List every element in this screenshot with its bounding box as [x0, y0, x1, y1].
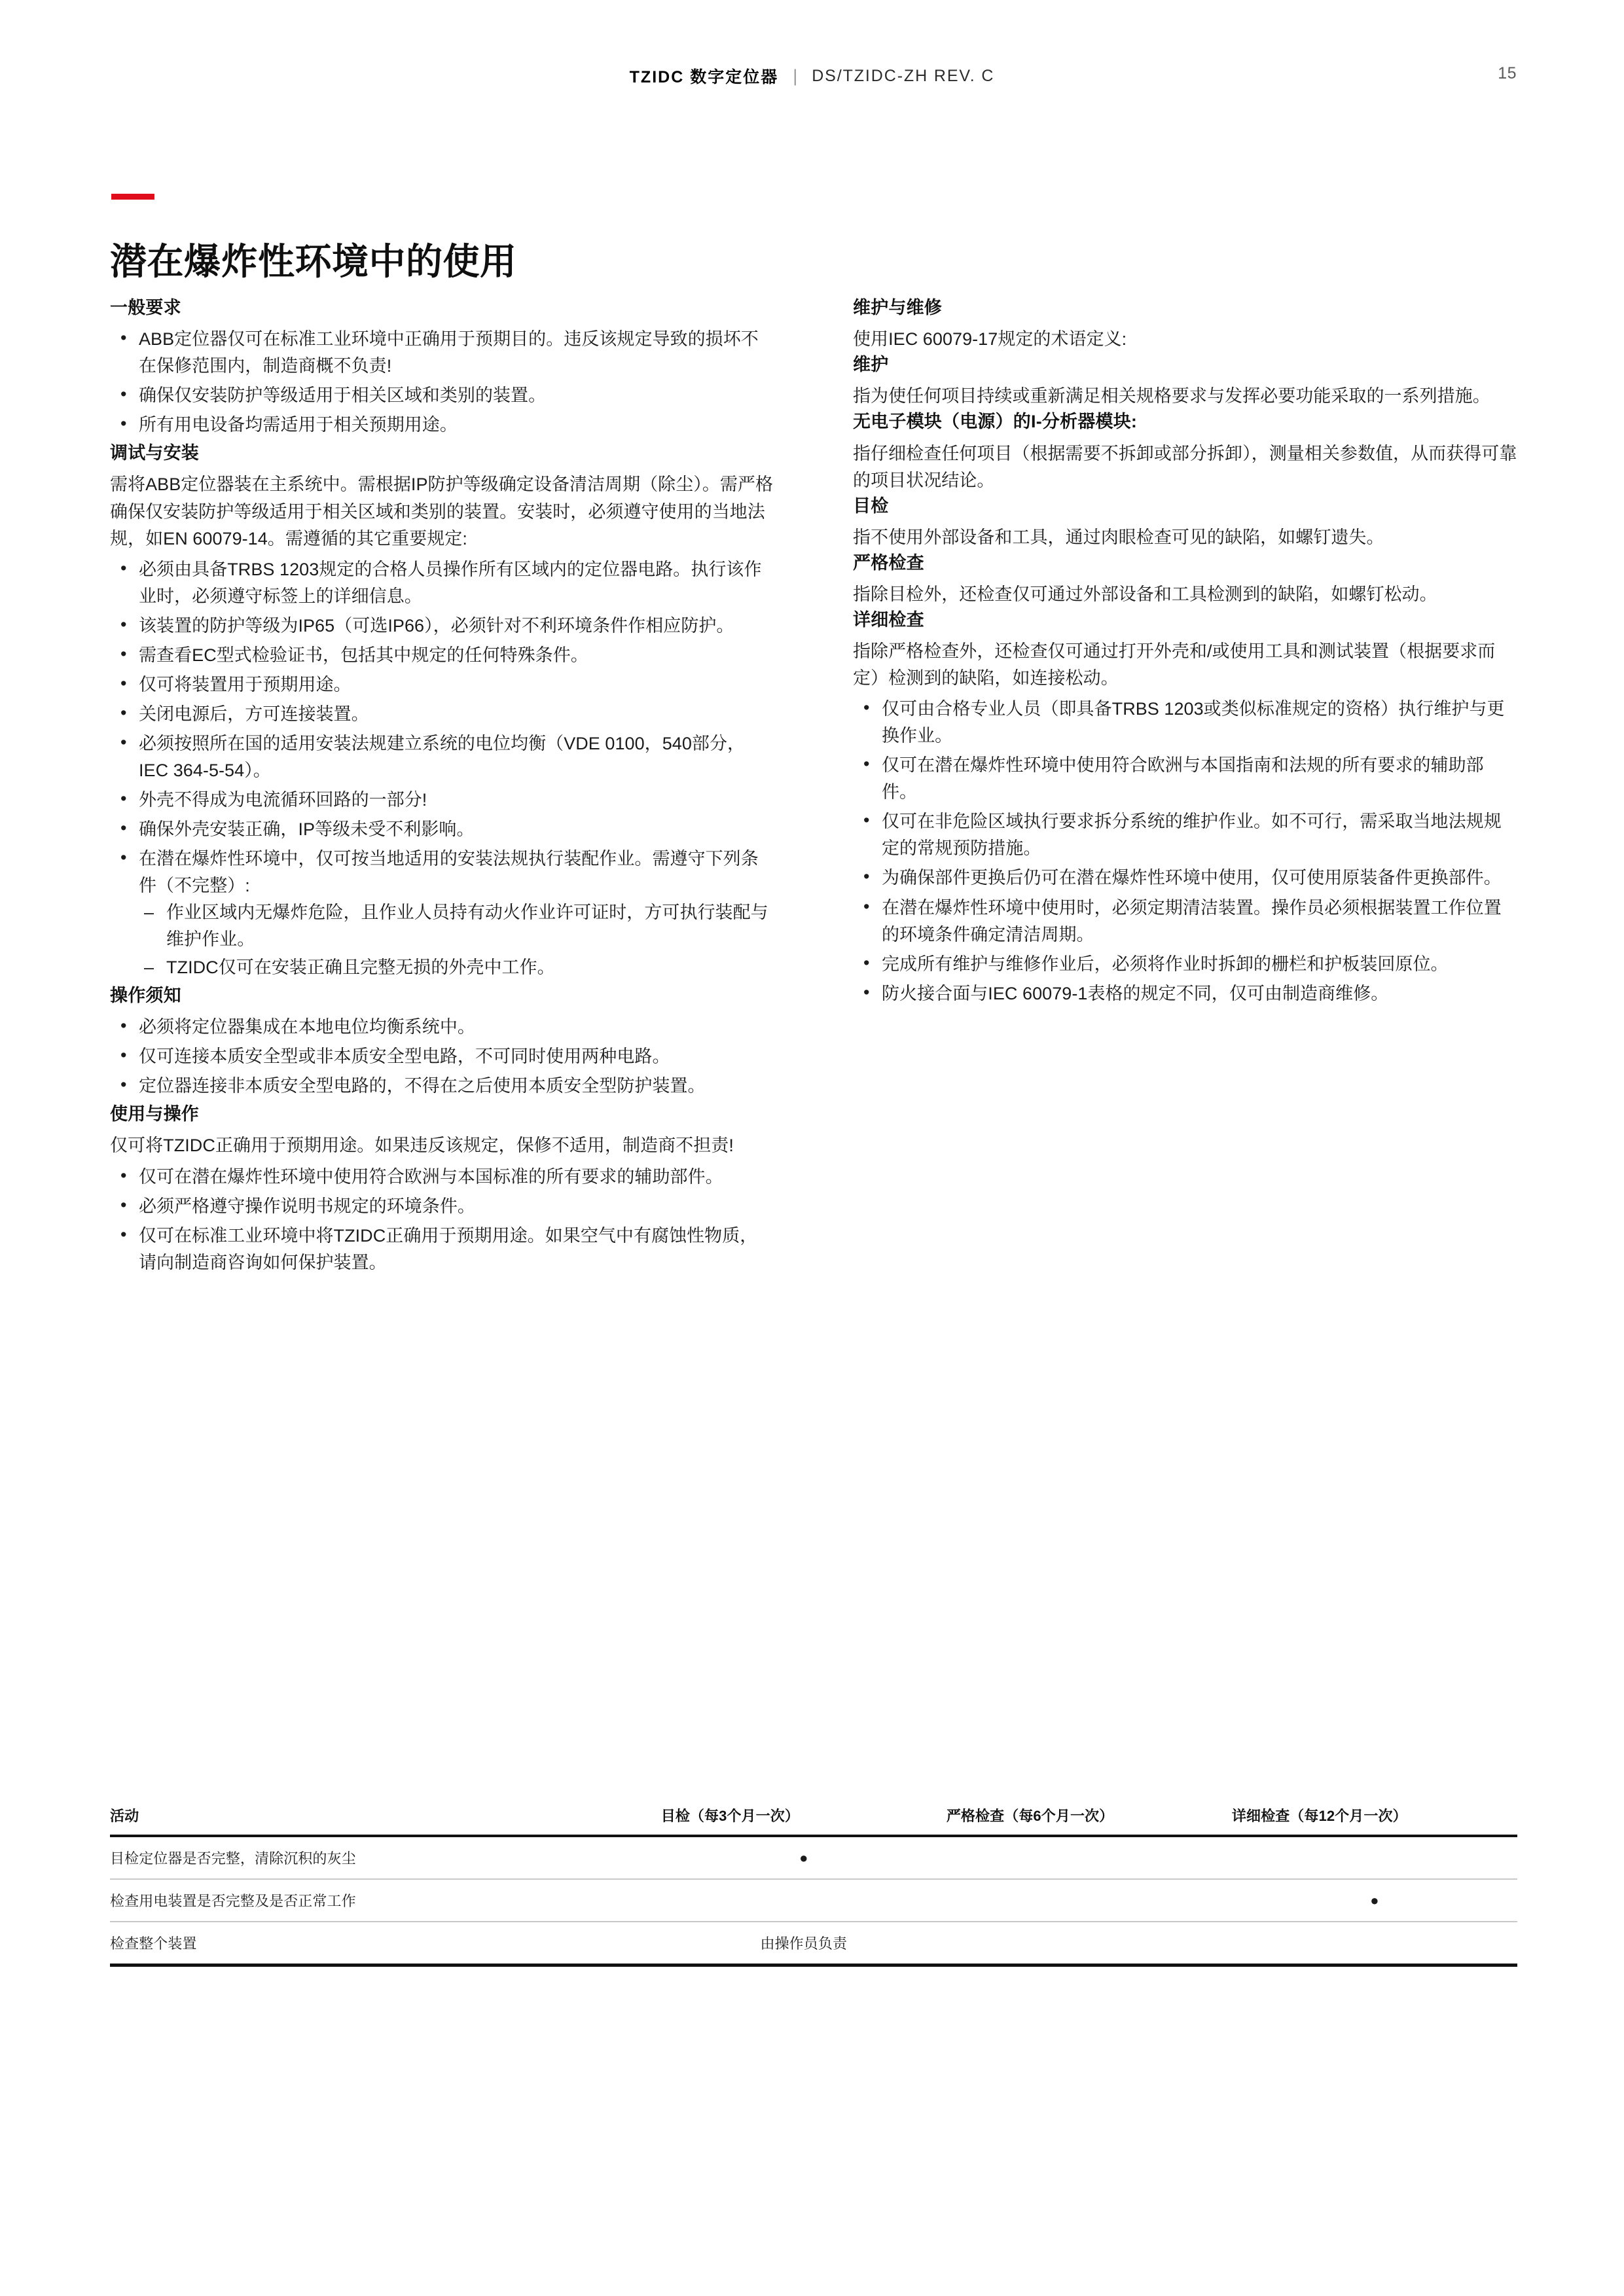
cell-detailed-mark: [1232, 1922, 1517, 1965]
list-item: • 仅可在标准工业环境中将TZIDC正确用于预期用途。如果空气中有腐蚀性物质，请向制造商咨询如何保护装置。: [110, 1223, 774, 1276]
cell-detailed-mark: ●: [1232, 1879, 1517, 1922]
section-heading-analyzer-module: 无电子模块（电源）的I-分析器模块:: [853, 412, 1138, 432]
list-item: • 仅可在非危险区域执行要求拆分系统的维护作业。如不可行，需采取当地法规规定的常规预防措施。: [853, 808, 1517, 862]
table-row: [110, 1922, 1517, 1965]
detailed-inspection-paragraph: 指除严格检查外，还检查仅可通过打开外壳和/或使用工具和测试装置（根据要求而定）检测到的缺陷，如连接松动。: [853, 641, 1496, 689]
visual-inspection-paragraph: 指不使用外部设备和工具，通过肉眼检查可见的缺陷，如螺钉遗失。: [853, 527, 1384, 547]
list-item: • 关闭电源后，方可连接装置。: [110, 701, 774, 728]
list-item: • 必须将定位器集成在本地电位均衡系统中。: [110, 1014, 774, 1041]
section-heading-visual-inspection: 目检: [853, 495, 889, 516]
cell-activity: 检查整个装置: [110, 1922, 661, 1965]
section-heading-general-requirements: 一般要求: [110, 298, 181, 317]
maintenance-table-wrapper: [110, 1805, 1517, 1967]
list-item: • 仅可将装置用于预期用途。: [110, 672, 774, 698]
sub-list-item: – TZIDC仅可在安装正确且完整无损的外壳中工作。: [139, 954, 774, 981]
list-item: • 必须按照所在国的适用安装法规建立系统的电位均衡（VDE 0100，540部分，IEC 364-5-54）。: [110, 730, 774, 784]
cell-close-mark: [947, 1836, 1232, 1879]
column-header-close-inspection: 严格检查（每6个月一次）: [946, 1808, 1114, 1824]
general-requirements-list: [110, 326, 774, 439]
section-heading-use-and-operation: 使用与操作: [110, 1104, 199, 1124]
section-heading-maintenance-and-repair: 维护与维修: [853, 298, 942, 317]
cell-visual-mark: ●: [661, 1836, 947, 1879]
list-item: [110, 846, 774, 981]
cell-close-mark: [947, 1922, 1232, 1965]
list-item: • 确保仅安装防护等级适用于相关区域和类别的装置。: [110, 382, 774, 409]
list-item: • 防火接合面与IEC 60079-1表格的规定不同，仅可由制造商维修。: [853, 980, 1517, 1007]
maintenance-paragraph: 指为使任何项目持续或重新满足相关规格要求与发挥必要功能采取的一系列措施。: [853, 386, 1490, 406]
header-separator: |: [793, 65, 798, 86]
section-heading-detailed-inspection: 详细检查: [853, 610, 924, 630]
column-header-visual-inspection: 目检（每3个月一次）: [660, 1808, 799, 1824]
list-item: • 仅可由合格专业人员（即具备TRBS 1203或类似标准规定的资格）执行维护与更换作业。: [853, 696, 1517, 749]
list-item: • 仅可连接本质安全型或非本质安全型电路，不可同时使用两种电路。: [110, 1043, 774, 1070]
right-column: [853, 296, 1517, 1279]
column-header-activity: 活动: [110, 1808, 139, 1824]
maintenance-and-repair-paragraph: 使用IEC 60079-17规定的术语定义:: [853, 329, 1127, 350]
table-header-row: [110, 1805, 1517, 1836]
accent-bar-icon: [111, 194, 154, 200]
list-item: • 该装置的防护等级为IP65（可选IP66），必须针对不利环境条件作相应防护。: [110, 613, 774, 639]
sub-list-item: – 作业区域内无爆炸危险，且作业人员持有动火作业许可证时，方可执行装配与维护作业。: [139, 899, 774, 953]
commissioning-list: [110, 556, 774, 981]
body-columns: [110, 296, 1517, 1279]
table-body: [110, 1836, 1517, 1965]
column-header-detailed-inspection: 详细检查（每12个月一次）: [1231, 1808, 1407, 1824]
cell-activity: 目检定位器是否完整，清除沉积的灰尘: [110, 1836, 661, 1879]
list-item: • ABB定位器仅可在标准工业环境中正确用于预期目的。违反该规定导致的损坏不在保修范围内，制造商概不负责!: [110, 326, 774, 380]
list-item: • 仅可在潜在爆炸性环境中使用符合欧洲与本国标准的所有要求的辅助部件。: [110, 1164, 774, 1191]
list-item: • 确保外壳安装正确，IP等级未受不利影响。: [110, 816, 774, 843]
table-row: [110, 1836, 1517, 1879]
list-item: • 完成所有维护与维修作业后，必须将作业时拆卸的栅栏和护板装回原位。: [853, 951, 1517, 978]
cell-visual-mark: 由操作员负责: [661, 1922, 947, 1965]
detailed-inspection-list: [853, 696, 1517, 1007]
list-item: • 定位器连接非本质安全型电路的，不得在之后使用本质安全型防护装置。: [110, 1073, 774, 1100]
cell-visual-mark: [661, 1879, 947, 1922]
use-and-operation-list: [110, 1164, 774, 1276]
commissioning-paragraph: 需将ABB定位器装在主系统中。需根据IP防护等级确定设备清洁周期（除尘）。需严格确保仅安装防护等级适用于相关区域和类别的装置。安装时，必须遵守使用的当地法规，如EN 60079-14。需遵循的其它重要规定:: [110, 475, 774, 548]
header-document-code: DS/TZIDC-ZH REV. C: [812, 66, 995, 85]
list-item: • 在潜在爆炸性环境中使用时，必须定期清洁装置。操作员必须根据装置工作位置的环境条件确定清洁周期。: [853, 895, 1517, 948]
header-product-title: TZIDC 数字定位器: [629, 68, 779, 86]
table-row: [110, 1879, 1517, 1922]
cell-activity: 检查用电装置是否完整及是否正常工作: [110, 1879, 661, 1922]
page-number: 15: [1498, 64, 1517, 82]
cell-detailed-mark: [1232, 1836, 1517, 1879]
running-header: [0, 63, 1624, 89]
section-heading-maintenance: 维护: [853, 355, 889, 375]
list-item: • 必须由具备TRBS 1203规定的合格人员操作所有区域内的定位器电路。执行该作业时，必须遵守标签上的详细信息。: [110, 556, 774, 610]
page-title: 潜在爆炸性环境中的使用: [110, 240, 517, 282]
section-heading-close-inspection: 严格检查: [853, 552, 924, 573]
use-and-operation-paragraph: 仅可将TZIDC正确用于预期用途。如果违反该规定，保修不适用，制造商不担责!: [110, 1136, 734, 1156]
close-inspection-paragraph: 指除目检外，还检查仅可通过外部设备和工具检测到的缺陷，如螺钉松动。: [853, 584, 1437, 605]
list-item: • 必须严格遵守操作说明书规定的环境条件。: [110, 1193, 774, 1220]
table-head: [110, 1805, 1517, 1836]
cell-close-mark: [947, 1879, 1232, 1922]
left-column: [110, 296, 774, 1279]
list-item: • 仅可在潜在爆炸性环境中使用符合欧洲与本国指南和法规的所有要求的辅助部件。: [853, 752, 1517, 806]
running-header-inner: [630, 64, 995, 88]
commissioning-sub-list: [139, 899, 774, 981]
operating-notes-list: [110, 1014, 774, 1100]
section-heading-commissioning-installation: 调试与安装: [110, 443, 199, 463]
list-item-text: 在潜在爆炸性环境中，仅可按当地适用的安装法规执行装配作业。需遵守下列条件（不完整）:: [139, 848, 759, 895]
section-heading-operating-notes: 操作须知: [110, 986, 181, 1006]
analyzer-module-paragraph: 指仔细检查任何项目（根据需要不拆卸或部分拆卸），测量相关参数值，从而获得可靠的项目状况结论。: [853, 443, 1517, 490]
list-item: • 外壳不得成为电流循环回路的一部分!: [110, 787, 774, 814]
list-item: • 所有用电设备均需适用于相关预期用途。: [110, 412, 774, 439]
list-item: • 为确保部件更换后仍可在潜在爆炸性环境中使用，仅可使用原装备件更换部件。: [853, 865, 1517, 891]
maintenance-interval-table: [110, 1805, 1517, 1967]
list-item: • 需查看EC型式检验证书，包括其中规定的任何特殊条件。: [110, 642, 774, 669]
